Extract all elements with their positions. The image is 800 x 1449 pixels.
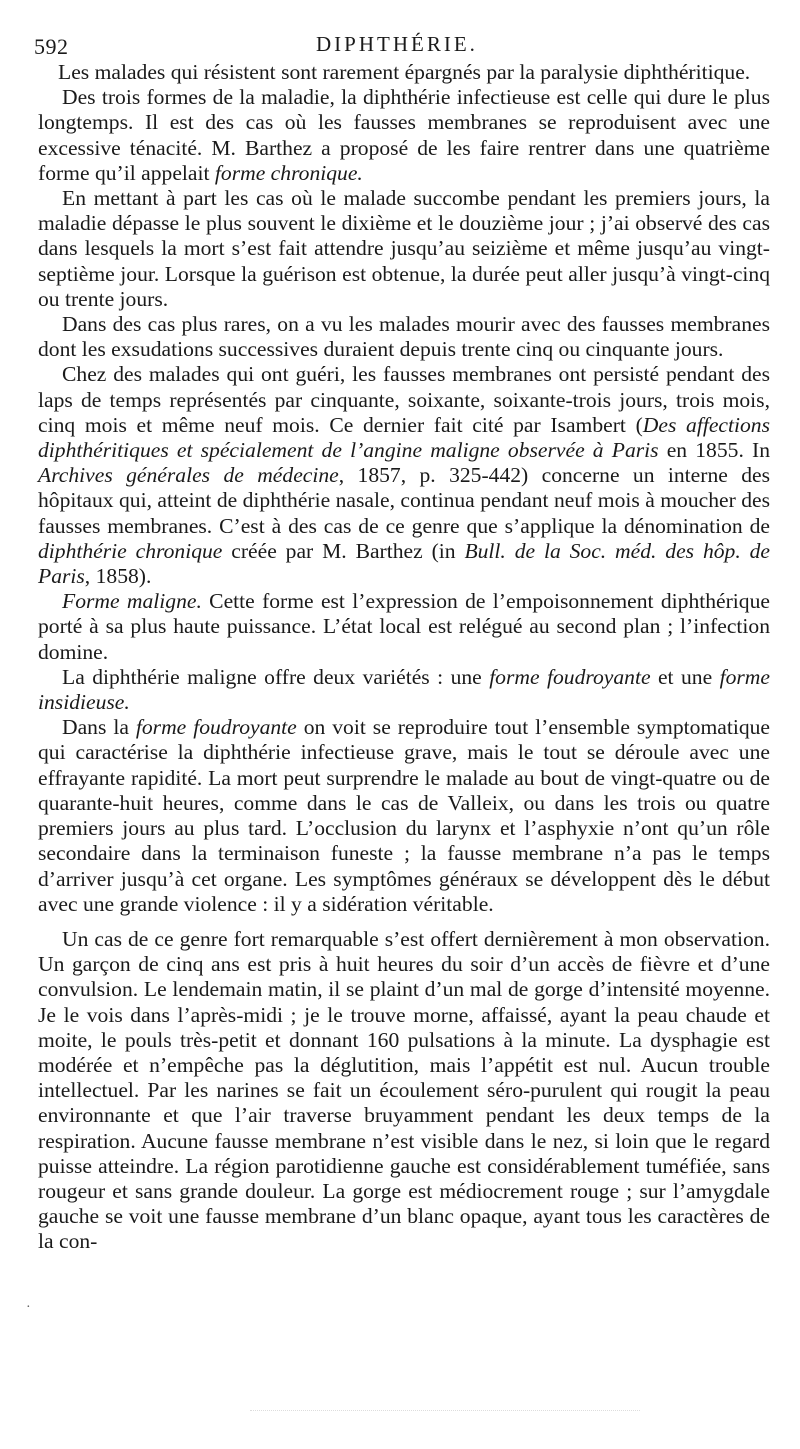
italic-term: forme chronique.	[214, 160, 363, 185]
journal-title: Bull. de la Soc. méd. des hôp. de Paris	[38, 538, 770, 589]
paragraph-text: Chez des malades qui ont guéri, les fausses membranes ont persisté pendant des laps de temps représentés par cinquante, soixante, soixante-trois jours, trois mois, cinq mois et même neuf mois. Ce dernier fait cité par Isambert (	[38, 362, 770, 437]
running-head	[0, 30, 800, 60]
italic-term: forme insidieuse.	[38, 664, 770, 715]
bleed-through-trace	[250, 1410, 640, 1415]
paragraph-text: En mettant à part les cas où le malade succombe pendant les premiers jours, la maladie dépasse le plus souvent le dixième et le douzième jour ; j’ai observé des cas dans lesquels la mort s’est fait attendre jusqu’au seizième et même jusqu’au vingt-septième jour. Lorsque la guérison est obtenue, la durée peut aller jusqu’à vingt-cinq ou trente jours.	[38, 186, 770, 311]
body-text	[38, 60, 770, 1255]
paragraph-malignant-form	[38, 589, 770, 665]
journal-title: Archives générales de médecine	[38, 463, 339, 488]
paragraph-text: La diphthérie maligne offre deux variétés : une	[62, 664, 490, 689]
paragraph-case-report	[38, 927, 770, 1255]
paragraph-varieties	[38, 665, 770, 715]
paragraph-text: Des trois formes de la maladie, la diphthérie infectieuse est celle qui dure le plus longtemps. Il est des cas où les fausses membranes se reproduisent avec une excessive ténacité. M. Barthez a proposé de les faire rentrer dans une quatrième forme qu’il appelait	[38, 85, 770, 185]
paragraph-text: Dans la	[62, 715, 136, 740]
paragraph-text: Un cas de ce genre fort remarquable s’est offert dernièrement à mon observation. Un garçon de cinq ans est pris à huit heures du soir d’un accès de fièvre et d’une convulsion. Le lendemain matin, il se plaint d’un mal de gorge d’intensité moyenne. Je le vois dans l’après-midi ; je le trouve morne, affaissé, ayant la peau chaude et moite, le pouls très-petit et donnant 160 pulsations à la minute. La dysphagie est modérée et n’empêche pas la déglutition, mais l’appétit est nul. Aucun trouble intellectuel. Par les narines se fait un écoulement séro-purulent qui rougit la peau environnante et que l’air traverse bruyamment pendant les deux temps de la respiration. Aucune fausse membrane n’est visible dans le nez, si loin que le regard puisse atteindre. La région parotidienne gauche est considérablement tuméfiée, sans rougeur et sans grande douleur. La gorge est médiocrement rouge ; sur l’amygdale gauche se voit une fausse membrane d’un blanc opaque, ayant tous les caractères de la con-	[38, 926, 770, 1254]
margin-dot: ·	[26, 1300, 31, 1315]
paragraph-text: Dans des cas plus rares, on a vu les malades mourir avec des fausses membranes dont les exsudations successives duraient depuis trente cinq ou cinquante jours.	[38, 312, 770, 362]
paragraph-text: créée par M. Barthez (in	[222, 538, 465, 563]
paragraph-text: et une	[650, 664, 720, 689]
paragraph-persistence	[38, 362, 770, 589]
paragraph-paralysis	[38, 60, 770, 85]
paragraph-text: , 1857, p. 325-442) concerne un interne des hôpitaux qui, atteint de diphthérie nasale, continua pendant neuf mois à moucher des fausses membranes. C’est à des cas de ce genre que s’applique la dénomination de	[38, 463, 770, 538]
italic-term: diphthérie chronique	[38, 538, 223, 563]
paragraph-text: en 1855. In	[658, 438, 770, 463]
paragraph-duration	[38, 186, 770, 312]
paragraph-text: , 1858).	[84, 564, 152, 589]
paragraph-fulminant-form	[38, 715, 770, 917]
paragraph-text: Cette forme est l’expression de l’empoisonnement diphthérique porté à sa plus haute puissance. L’état local est relégué au second plan ; l’infection domine.	[38, 589, 770, 664]
italic-term: forme foudroyante	[135, 715, 297, 740]
paragraph-rare-cases	[38, 312, 770, 362]
section-heading: Forme maligne.	[62, 589, 202, 614]
italic-term: forme foudroyante	[489, 664, 651, 689]
paragraph-chronic-form	[38, 85, 770, 186]
citation-title: Des affections diphthéritiques et spécialement de l’angine maligne observée à Paris	[38, 412, 770, 463]
paragraph-text: Les malades qui résistent sont rarement épargnés par la paralysie diphthéritique.	[58, 60, 751, 84]
running-title: DIPHTHÉRIE.	[316, 32, 478, 56]
paragraph-text: on voit se reproduire tout l’ensemble symptomatique qui caractérise la diphthérie infectieuse grave, mais le tout se déroule avec une effrayante rapidité. La mort peut surprendre le malade au bout de vingt-quatre ou de quarante-huit heures, comme dans le cas de Valleix, ou dans les trois ou quatre premiers jours au plus tard. L’occlusion du larynx et l’asphyxie n’ont qu’un rôle secondaire dans la terminaison funeste ; la fausse membrane n’a pas le temps d’arriver jusqu’à cet organe. Les symptômes généraux se développent dès le début avec une grande violence : il y a sidération véritable.	[38, 715, 771, 916]
page-number: 592	[34, 34, 69, 59]
